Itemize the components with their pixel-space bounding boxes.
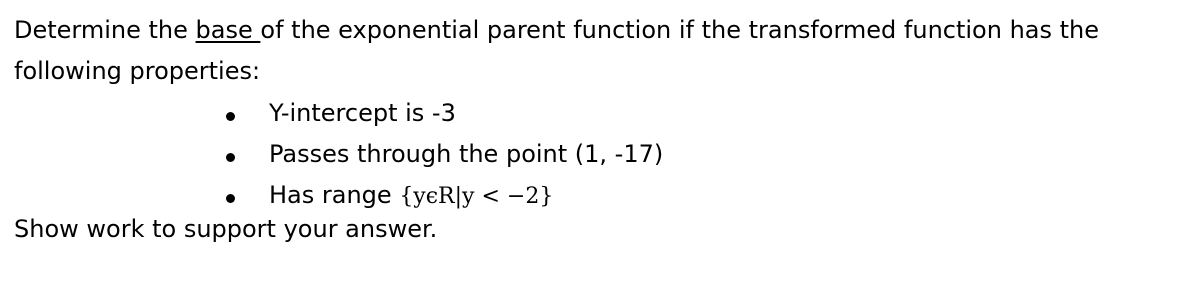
- list-item: [0, 137, 1200, 177]
- range-set-notation: {yϵR|y < −2}: [399, 184, 554, 209]
- bullet-icon: [226, 194, 235, 203]
- property-y-intercept: Y-intercept is -3: [269, 99, 456, 127]
- base-underlined-word: base: [195, 16, 261, 44]
- property-passes-through-point: Passes through the point (1, -17): [269, 140, 664, 168]
- property-range: [269, 180, 553, 212]
- closing-instruction: Show work to support your answer.: [14, 215, 438, 243]
- list-item: [0, 178, 1200, 218]
- list-item: [0, 96, 1200, 136]
- bullet-icon: [226, 153, 235, 162]
- question-text-start: Determine the: [14, 16, 196, 44]
- question-text-end: of the exponential parent function if the transformed function has the: [260, 16, 1100, 44]
- range-label: Has range: [269, 181, 400, 209]
- question-line-1: [14, 15, 1099, 45]
- bullet-icon: [226, 112, 235, 121]
- question-line-2: following properties:: [14, 57, 261, 85]
